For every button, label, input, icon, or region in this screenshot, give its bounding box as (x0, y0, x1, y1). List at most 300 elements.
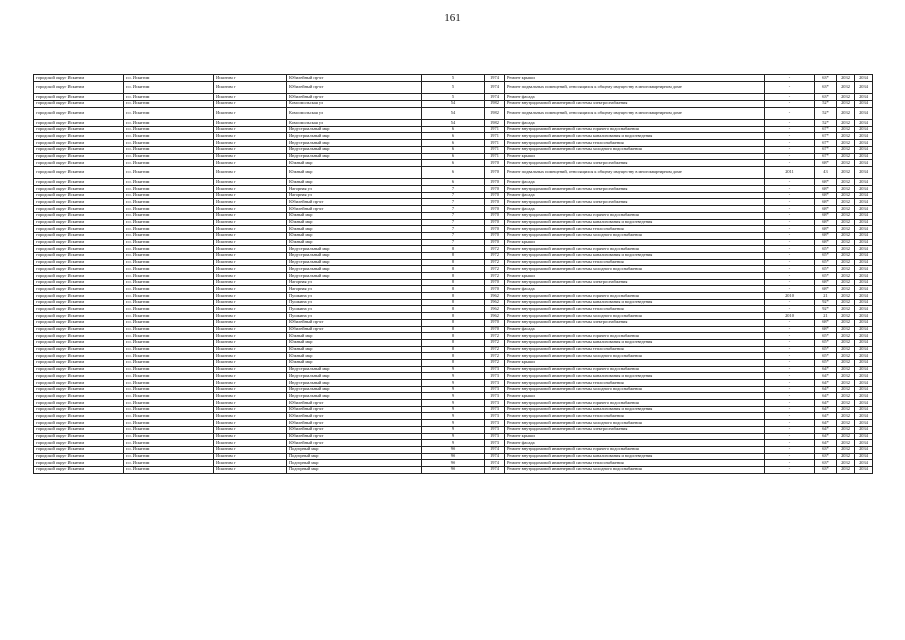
work-type-cell: Ремонт фасада (505, 192, 765, 199)
work-type-cell: Ремонт внутридомовой инженерной системы горячего водоснабжения (505, 446, 765, 453)
house-number-cell: 9б (422, 460, 485, 467)
wear-cell: 92* (815, 306, 837, 313)
municipality-cell: городской округ Искитим (34, 453, 124, 460)
locality-cell: Искитим г (214, 366, 287, 373)
wear-cell: 64* (815, 426, 837, 433)
build-year-cell: 1970 (485, 186, 505, 193)
house-number-cell: 54 (422, 120, 485, 127)
table-row (34, 146, 873, 153)
work-type-cell: Ремонт внутридомовой инженерной системы электроснабжения (505, 279, 765, 286)
build-year-cell: 1973 (485, 386, 505, 393)
last-repair-year-cell: - (765, 219, 815, 226)
build-year-cell: 1974 (485, 466, 505, 473)
house-number-cell: 9 (422, 420, 485, 427)
build-year-cell: 1974 (485, 81, 505, 94)
street-cell: Южный мкр (287, 226, 422, 233)
table-row (34, 246, 873, 253)
last-repair-year-cell: - (765, 333, 815, 340)
house-number-cell: 6 (422, 126, 485, 133)
table-row (34, 133, 873, 140)
build-year-cell: 1970 (485, 319, 505, 326)
street-cell: Юбилейный пр-кт (287, 426, 422, 433)
build-year-cell: 1962 (485, 313, 505, 320)
wear-cell: 64* (815, 366, 837, 373)
locality-cell: Искитим г (214, 279, 287, 286)
house-number-cell: 7 (422, 219, 485, 226)
municipality-cell: городской округ Искитим (34, 346, 124, 353)
table-row (34, 466, 873, 473)
municipality-cell: городской округ Искитим (34, 440, 124, 447)
house-number-cell: 6 (422, 146, 485, 153)
end-year-cell: 2034 (855, 373, 873, 380)
start-year-cell: 2032 (837, 420, 855, 427)
end-year-cell: 2034 (855, 319, 873, 326)
wear-cell: 68* (815, 232, 837, 239)
work-type-cell: Ремонт внутридомовой инженерной системы горячего водоснабжения (505, 366, 765, 373)
work-type-cell: Ремонт внутридомовой инженерной системы теплоснабжения (505, 226, 765, 233)
municipality-cell: городской округ Искитим (34, 107, 124, 120)
start-year-cell: 2032 (837, 366, 855, 373)
locality-cell: Искитим г (214, 446, 287, 453)
street-cell: Нагорная ул (287, 279, 422, 286)
house-number-cell: 8 (422, 259, 485, 266)
locality-cell: Искитим г (214, 353, 287, 360)
table-row (34, 259, 873, 266)
table-row (34, 206, 873, 213)
work-type-cell: Ремонт внутридомовой инженерной системы горячего водоснабжения (505, 333, 765, 340)
end-year-cell: 2034 (855, 100, 873, 107)
wear-cell: 64* (815, 413, 837, 420)
locality-cell: Искитим г (214, 359, 287, 366)
settlement-cell: г.о. Искитим (124, 94, 214, 101)
street-cell: Юбилейный пр-кт (287, 440, 422, 447)
municipality-cell: городской округ Искитим (34, 313, 124, 320)
wear-cell: 64* (815, 380, 837, 387)
locality-cell: Искитим г (214, 140, 287, 147)
end-year-cell: 2034 (855, 333, 873, 340)
settlement-cell: г.о. Искитим (124, 166, 214, 179)
build-year-cell: 1972 (485, 346, 505, 353)
start-year-cell: 2032 (837, 413, 855, 420)
municipality-cell: городской округ Искитим (34, 199, 124, 206)
settlement-cell: г.о. Искитим (124, 286, 214, 293)
work-type-cell: Ремонт внутридомовой инженерной системы горячего водоснабжения (505, 293, 765, 300)
settlement-cell: г.о. Искитим (124, 219, 214, 226)
municipality-cell: городской округ Искитим (34, 386, 124, 393)
wear-cell: 65* (815, 333, 837, 340)
start-year-cell: 2032 (837, 293, 855, 300)
house-number-cell: 6 (422, 166, 485, 179)
end-year-cell: 2034 (855, 133, 873, 140)
build-year-cell: 1972 (485, 339, 505, 346)
settlement-cell: г.о. Искитим (124, 453, 214, 460)
last-repair-year-cell: - (765, 359, 815, 366)
street-cell: Южный мкр (287, 219, 422, 226)
start-year-cell: 2032 (837, 380, 855, 387)
house-number-cell: 5 (422, 75, 485, 82)
work-type-cell: Ремонт крыши (505, 359, 765, 366)
settlement-cell: г.о. Искитим (124, 319, 214, 326)
last-repair-year-cell: - (765, 239, 815, 246)
last-repair-year-cell: 2010 (765, 313, 815, 320)
locality-cell: Искитим г (214, 373, 287, 380)
table-row (34, 107, 873, 120)
end-year-cell: 2034 (855, 232, 873, 239)
build-year-cell: 1971 (485, 126, 505, 133)
municipality-cell: городской округ Искитим (34, 100, 124, 107)
end-year-cell: 2034 (855, 107, 873, 120)
municipality-cell: городской округ Искитим (34, 420, 124, 427)
locality-cell: Искитим г (214, 94, 287, 101)
work-type-cell: Ремонт подвальных помещений, относящихся к общему имуществу в многоквартирном доме (505, 166, 765, 179)
settlement-cell: г.о. Искитим (124, 179, 214, 186)
last-repair-year-cell: - (765, 199, 815, 206)
wear-cell: 68* (815, 192, 837, 199)
table-row (34, 212, 873, 219)
table-row (34, 279, 873, 286)
work-type-cell: Ремонт крыши (505, 153, 765, 160)
end-year-cell: 2034 (855, 339, 873, 346)
work-type-cell: Ремонт крыши (505, 75, 765, 82)
locality-cell: Искитим г (214, 232, 287, 239)
street-cell: Юбилейный пр-кт (287, 319, 422, 326)
street-cell: Индустриальный мкр (287, 246, 422, 253)
end-year-cell: 2034 (855, 453, 873, 460)
work-type-cell: Ремонт фасада (505, 326, 765, 333)
street-cell: Южный мкр (287, 353, 422, 360)
start-year-cell: 2032 (837, 239, 855, 246)
locality-cell: Искитим г (214, 466, 287, 473)
locality-cell: Искитим г (214, 199, 287, 206)
end-year-cell: 2034 (855, 266, 873, 273)
municipality-cell: городской округ Искитим (34, 140, 124, 147)
street-cell: Юбилейный пр-кт (287, 420, 422, 427)
settlement-cell: г.о. Искитим (124, 140, 214, 147)
street-cell: Юбилейный пр-кт (287, 206, 422, 213)
start-year-cell: 2032 (837, 386, 855, 393)
settlement-cell: г.о. Искитим (124, 252, 214, 259)
build-year-cell: 1970 (485, 232, 505, 239)
municipality-cell: городской округ Искитим (34, 393, 124, 400)
house-number-cell: 8 (422, 346, 485, 353)
wear-cell: 65* (815, 252, 837, 259)
locality-cell: Искитим г (214, 100, 287, 107)
work-type-cell: Ремонт фасада (505, 120, 765, 127)
settlement-cell: г.о. Искитим (124, 446, 214, 453)
house-number-cell: 6 (422, 160, 485, 167)
settlement-cell: г.о. Искитим (124, 299, 214, 306)
street-cell: Индустриальный мкр (287, 393, 422, 400)
municipality-cell: городской округ Искитим (34, 94, 124, 101)
settlement-cell: г.о. Искитим (124, 306, 214, 313)
build-year-cell: 1973 (485, 433, 505, 440)
municipality-cell: городской округ Искитим (34, 212, 124, 219)
house-number-cell: 8 (422, 359, 485, 366)
locality-cell: Искитим г (214, 299, 287, 306)
start-year-cell: 2032 (837, 460, 855, 467)
settlement-cell: г.о. Искитим (124, 386, 214, 393)
end-year-cell: 2034 (855, 306, 873, 313)
street-cell: Юбилейный пр-кт (287, 81, 422, 94)
build-year-cell: 1982 (485, 107, 505, 120)
settlement-cell: г.о. Искитим (124, 206, 214, 213)
table-row (34, 326, 873, 333)
street-cell: Комсомольская ул (287, 120, 422, 127)
last-repair-year-cell: - (765, 206, 815, 213)
locality-cell: Искитим г (214, 252, 287, 259)
street-cell: Индустриальный мкр (287, 380, 422, 387)
build-year-cell: 1971 (485, 133, 505, 140)
last-repair-year-cell: - (765, 107, 815, 120)
wear-cell: 21 (815, 293, 837, 300)
build-year-cell: 1973 (485, 420, 505, 427)
house-number-cell: 8 (422, 313, 485, 320)
end-year-cell: 2034 (855, 153, 873, 160)
street-cell: Пушкина ул (287, 313, 422, 320)
start-year-cell: 2032 (837, 359, 855, 366)
wear-cell: 68* (815, 199, 837, 206)
municipality-cell: городской округ Искитим (34, 460, 124, 467)
street-cell: Юбилейный пр-кт (287, 406, 422, 413)
work-type-cell: Ремонт внутридомовой инженерной системы канализования и водоотведения (505, 219, 765, 226)
end-year-cell: 2034 (855, 166, 873, 179)
work-type-cell: Ремонт внутридомовой инженерной системы холодного водоснабжения (505, 232, 765, 239)
last-repair-year-cell: - (765, 446, 815, 453)
locality-cell: Искитим г (214, 420, 287, 427)
table-row (34, 346, 873, 353)
end-year-cell: 2034 (855, 94, 873, 101)
last-repair-year-cell: - (765, 266, 815, 273)
build-year-cell: 1973 (485, 413, 505, 420)
locality-cell: Искитим г (214, 146, 287, 153)
wear-cell: 65* (815, 273, 837, 280)
street-cell: Индустриальный мкр (287, 373, 422, 380)
start-year-cell: 2032 (837, 212, 855, 219)
municipality-cell: городской округ Искитим (34, 400, 124, 407)
municipality-cell: городской округ Искитим (34, 232, 124, 239)
wear-cell: 65* (815, 246, 837, 253)
start-year-cell: 2032 (837, 426, 855, 433)
work-type-cell: Ремонт внутридомовой инженерной системы холодного водоснабжения (505, 146, 765, 153)
wear-cell: 52* (815, 120, 837, 127)
table-row (34, 81, 873, 94)
build-year-cell: 1974 (485, 75, 505, 82)
wear-cell: 64* (815, 433, 837, 440)
start-year-cell: 2032 (837, 186, 855, 193)
locality-cell: Искитим г (214, 413, 287, 420)
street-cell: Южный мкр (287, 346, 422, 353)
last-repair-year-cell: - (765, 120, 815, 127)
table-row (34, 199, 873, 206)
municipality-cell: городской округ Искитим (34, 146, 124, 153)
wear-cell: 64* (815, 386, 837, 393)
start-year-cell: 2032 (837, 140, 855, 147)
wear-cell: 64* (815, 373, 837, 380)
last-repair-year-cell: - (765, 346, 815, 353)
house-number-cell: 9 (422, 373, 485, 380)
municipality-cell: городской округ Искитим (34, 133, 124, 140)
locality-cell: Искитим г (214, 186, 287, 193)
end-year-cell: 2034 (855, 273, 873, 280)
work-type-cell: Ремонт внутридомовой инженерной системы холодного водоснабжения (505, 386, 765, 393)
end-year-cell: 2034 (855, 252, 873, 259)
table-row (34, 273, 873, 280)
municipality-cell: городской округ Искитим (34, 319, 124, 326)
last-repair-year-cell: - (765, 179, 815, 186)
locality-cell: Искитим г (214, 179, 287, 186)
build-year-cell: 1962 (485, 306, 505, 313)
settlement-cell: г.о. Искитим (124, 326, 214, 333)
last-repair-year-cell: - (765, 279, 815, 286)
work-type-cell: Ремонт внутридомовой инженерной системы электроснабжения (505, 160, 765, 167)
locality-cell: Искитим г (214, 380, 287, 387)
build-year-cell: 1974 (485, 94, 505, 101)
wear-cell: 68* (815, 286, 837, 293)
street-cell: Индустриальный мкр (287, 259, 422, 266)
table-row (34, 460, 873, 467)
start-year-cell: 2032 (837, 153, 855, 160)
end-year-cell: 2034 (855, 239, 873, 246)
municipality-cell: городской округ Искитим (34, 239, 124, 246)
wear-cell: 68* (815, 226, 837, 233)
build-year-cell: 1974 (485, 453, 505, 460)
table-row (34, 120, 873, 127)
house-number-cell: 7 (422, 199, 485, 206)
municipality-cell: городской округ Искитим (34, 286, 124, 293)
settlement-cell: г.о. Искитим (124, 460, 214, 467)
house-number-cell: 7 (422, 232, 485, 239)
locality-cell: Искитим г (214, 166, 287, 179)
work-type-cell: Ремонт внутридомовой инженерной системы горячего водоснабжения (505, 212, 765, 219)
table-row (34, 232, 873, 239)
last-repair-year-cell: 2011 (765, 166, 815, 179)
end-year-cell: 2034 (855, 433, 873, 440)
street-cell: Индустриальный мкр (287, 252, 422, 259)
work-type-cell: Ремонт внутридомовой инженерной системы теплоснабжения (505, 259, 765, 266)
municipality-cell: городской округ Искитим (34, 166, 124, 179)
last-repair-year-cell: - (765, 413, 815, 420)
wear-cell: 67* (815, 146, 837, 153)
municipality-cell: городской округ Искитим (34, 326, 124, 333)
work-type-cell: Ремонт внутридомовой инженерной системы канализования и водоотведения (505, 373, 765, 380)
settlement-cell: г.о. Искитим (124, 133, 214, 140)
street-cell: Индустриальный мкр (287, 366, 422, 373)
street-cell: Юбилейный пр-кт (287, 94, 422, 101)
municipality-cell: городской округ Искитим (34, 252, 124, 259)
table-row (34, 366, 873, 373)
build-year-cell: 1970 (485, 206, 505, 213)
municipality-cell: городской округ Искитим (34, 179, 124, 186)
house-number-cell: 8 (422, 326, 485, 333)
street-cell: Индустриальный мкр (287, 126, 422, 133)
street-cell: Индустриальный мкр (287, 146, 422, 153)
end-year-cell: 2034 (855, 366, 873, 373)
street-cell: Юбилейный пр-кт (287, 199, 422, 206)
house-number-cell: 9 (422, 413, 485, 420)
house-number-cell: 7 (422, 186, 485, 193)
last-repair-year-cell: - (765, 380, 815, 387)
municipality-cell: городской округ Искитим (34, 192, 124, 199)
work-type-cell: Ремонт внутридомовой инженерной системы горячего водоснабжения (505, 246, 765, 253)
street-cell: Южный мкр (287, 359, 422, 366)
settlement-cell: г.о. Искитим (124, 333, 214, 340)
start-year-cell: 2032 (837, 400, 855, 407)
locality-cell: Искитим г (214, 313, 287, 320)
table-row (34, 420, 873, 427)
wear-cell: 63* (815, 94, 837, 101)
build-year-cell: 1970 (485, 226, 505, 233)
house-number-cell: 7 (422, 192, 485, 199)
build-year-cell: 1970 (485, 199, 505, 206)
end-year-cell: 2034 (855, 286, 873, 293)
locality-cell: Искитим г (214, 239, 287, 246)
end-year-cell: 2034 (855, 426, 873, 433)
street-cell: Индустриальный мкр (287, 386, 422, 393)
end-year-cell: 2034 (855, 413, 873, 420)
end-year-cell: 2034 (855, 259, 873, 266)
table-row (34, 252, 873, 259)
build-year-cell: 1973 (485, 373, 505, 380)
last-repair-year-cell: - (765, 273, 815, 280)
table-row (34, 426, 873, 433)
start-year-cell: 2032 (837, 232, 855, 239)
wear-cell: 64* (815, 440, 837, 447)
table-row (34, 333, 873, 340)
wear-cell: 68* (815, 179, 837, 186)
start-year-cell: 2032 (837, 279, 855, 286)
build-year-cell: 1972 (485, 252, 505, 259)
last-repair-year-cell: - (765, 100, 815, 107)
wear-cell: 65* (815, 353, 837, 360)
start-year-cell: 2032 (837, 326, 855, 333)
municipality-cell: городской округ Искитим (34, 413, 124, 420)
house-number-cell: 9б (422, 466, 485, 473)
locality-cell: Искитим г (214, 440, 287, 447)
end-year-cell: 2034 (855, 126, 873, 133)
work-type-cell: Ремонт крыши (505, 239, 765, 246)
street-cell: Подгорный мкр (287, 446, 422, 453)
work-type-cell: Ремонт внутридомовой инженерной системы электроснабжения (505, 319, 765, 326)
settlement-cell: г.о. Искитим (124, 146, 214, 153)
settlement-cell: г.о. Искитим (124, 273, 214, 280)
start-year-cell: 2032 (837, 226, 855, 233)
table-row (34, 339, 873, 346)
locality-cell: Искитим г (214, 339, 287, 346)
street-cell: Пушкина ул (287, 299, 422, 306)
house-number-cell: 9 (422, 433, 485, 440)
build-year-cell: 1970 (485, 192, 505, 199)
build-year-cell: 1970 (485, 279, 505, 286)
street-cell: Юбилейный пр-кт (287, 326, 422, 333)
street-cell: Юбилейный пр-кт (287, 75, 422, 82)
start-year-cell: 2032 (837, 273, 855, 280)
table-row (34, 126, 873, 133)
settlement-cell: г.о. Искитим (124, 400, 214, 407)
house-number-cell: 6 (422, 133, 485, 140)
end-year-cell: 2034 (855, 313, 873, 320)
build-year-cell: 1962 (485, 293, 505, 300)
street-cell: Комсомольская ул (287, 107, 422, 120)
house-number-cell: 8 (422, 246, 485, 253)
last-repair-year-cell: - (765, 466, 815, 473)
work-type-cell: Ремонт крыши (505, 393, 765, 400)
street-cell: Подгорный мкр (287, 466, 422, 473)
table-row (34, 266, 873, 273)
house-number-cell: 7 (422, 206, 485, 213)
locality-cell: Искитим г (214, 453, 287, 460)
street-cell: Южный мкр (287, 333, 422, 340)
house-number-cell: 8 (422, 273, 485, 280)
